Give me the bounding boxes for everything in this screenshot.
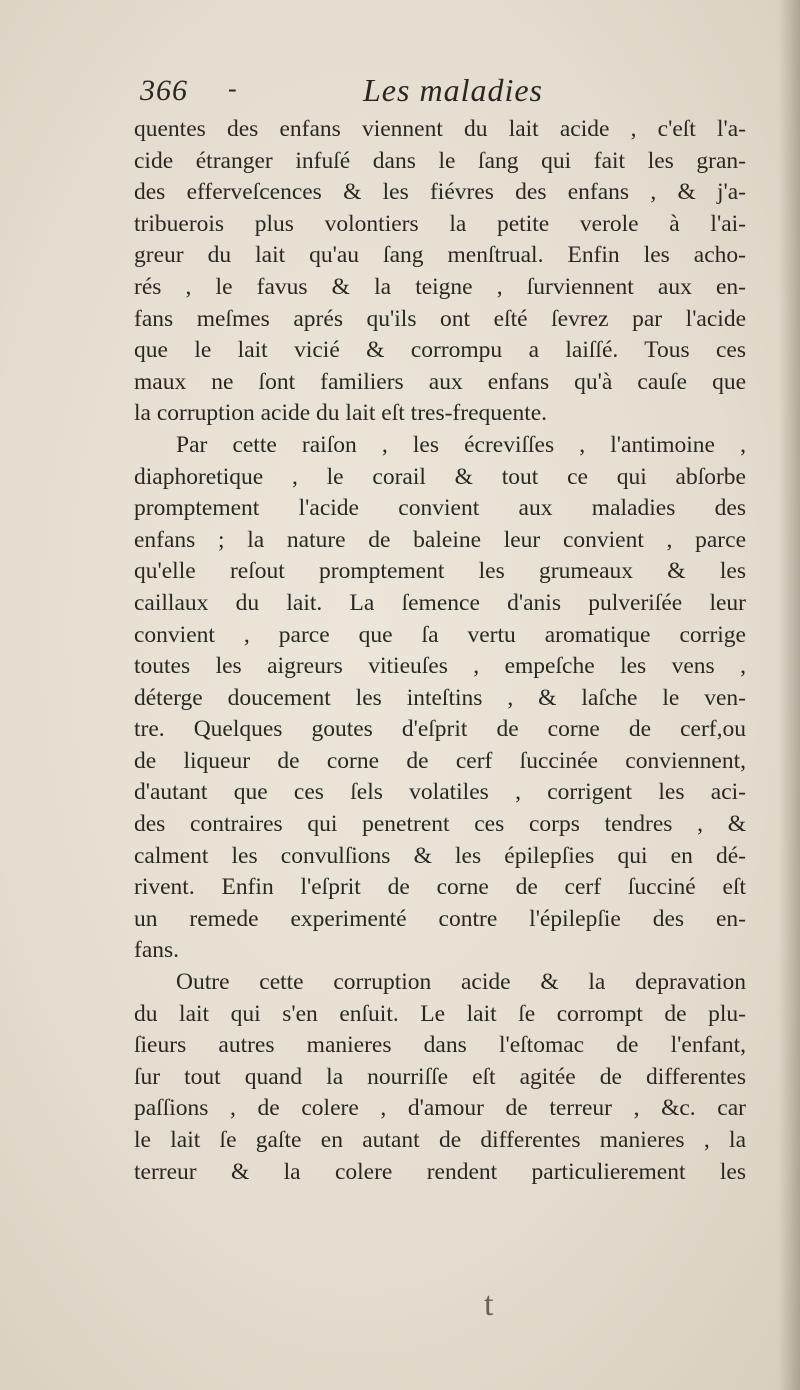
catchword: t bbox=[484, 1286, 494, 1323]
running-title: Les maladies bbox=[363, 72, 543, 108]
text-line: maux ne ſont familiers aux enfans qu'à cauſe que bbox=[134, 368, 746, 395]
text-line: terreur & la colere rendent particulierement les bbox=[134, 1158, 746, 1185]
text-line: des efferveſcences & les fiévres des enfans , & j'a- bbox=[134, 179, 746, 206]
text-line: un remede experimenté contre l'épilepſie des en- bbox=[134, 905, 746, 932]
running-header bbox=[118, 74, 758, 114]
text-line: rés , le favus & la teigne , ſurviennent aux en- bbox=[134, 273, 746, 300]
text-line: greur du lait qu'au ſang menſtrual. Enfin les acho- bbox=[134, 242, 746, 269]
page-edge-shadow bbox=[778, 0, 800, 1390]
text-line: du lait qui s'en enſuit. Le lait ſe corrompt de plu- bbox=[134, 1000, 746, 1027]
text-line: enfans ; la nature de baleine leur convient , parce bbox=[134, 526, 746, 553]
text-line: fans. bbox=[134, 937, 180, 964]
text-line: qu'elle reſout promptement les grumeaux & les bbox=[134, 558, 746, 585]
text-line: ſur tout quand la nourriſſe eſt agitée de differentes bbox=[134, 1063, 746, 1090]
text-line: la corruption acide du lait eſt tres-frequente. bbox=[134, 400, 548, 427]
body-text bbox=[134, 114, 746, 1188]
text-line: d'autant que ces ſels volatiles , corrigent les aci- bbox=[134, 779, 746, 806]
text-line: rivent. Enfin l'eſprit de corne de cerf ſucciné eſt bbox=[134, 874, 746, 901]
text-line: calment les convulſions & les épilepſies qui en dé- bbox=[134, 842, 746, 869]
text-line: ſieurs autres manieres dans l'eſtomac de l'enfant, bbox=[134, 1032, 746, 1059]
text-line: le lait ſe gaſte en autant de differentes manieres , la bbox=[134, 1127, 746, 1153]
text-line: convient , parce que ſa vertu aromatique corrige bbox=[134, 621, 746, 648]
paragraph-start-line: Outre cette corruption acide & la depravation bbox=[176, 969, 746, 996]
text-line: toutes les aigreurs vitieuſes , empeſche les vens , bbox=[134, 653, 746, 680]
text-line: de liqueur de corne de cerf ſuccinée conviennent, bbox=[134, 747, 746, 774]
text-line: des contraires qui penetrent ces corps tendres , & bbox=[134, 811, 746, 838]
text-line: quentes des enfans viennent du lait acide , c'eſt l'a- bbox=[134, 116, 746, 142]
text-line: promptement l'acide convient aux maladies des bbox=[134, 495, 746, 522]
text-line: paſſions , de colere , d'amour de terreur , &c. car bbox=[134, 1095, 746, 1122]
text-line: déterge doucement les inteſtins , & laſche le ven- bbox=[134, 684, 746, 711]
header-dash: - bbox=[228, 74, 237, 103]
text-line: caillaux du lait. La ſemence d'anis pulveriſée leur bbox=[134, 589, 746, 616]
text-line: cide étranger infuſé dans le ſang qui fait les gran- bbox=[134, 147, 746, 174]
page-number: 366 bbox=[140, 74, 188, 107]
text-line: fans meſmes aprés qu'ils ont eſté ſevrez par l'acide bbox=[134, 305, 746, 332]
text-line: diaphoretique , le corail & tout ce qui abſorbe bbox=[134, 463, 746, 490]
paragraph-start-line: Par cette raiſon , les écreviſſes , l'antimoine , bbox=[176, 431, 746, 458]
text-line: tribuerois plus volontiers la petite verole à l'ai- bbox=[134, 210, 746, 237]
text-line: tre. Quelques goutes d'eſprit de corne de cerf,ou bbox=[134, 716, 746, 743]
text-line: que le lait vicié & corrompu a laiſſé. Tous ces bbox=[134, 337, 746, 364]
